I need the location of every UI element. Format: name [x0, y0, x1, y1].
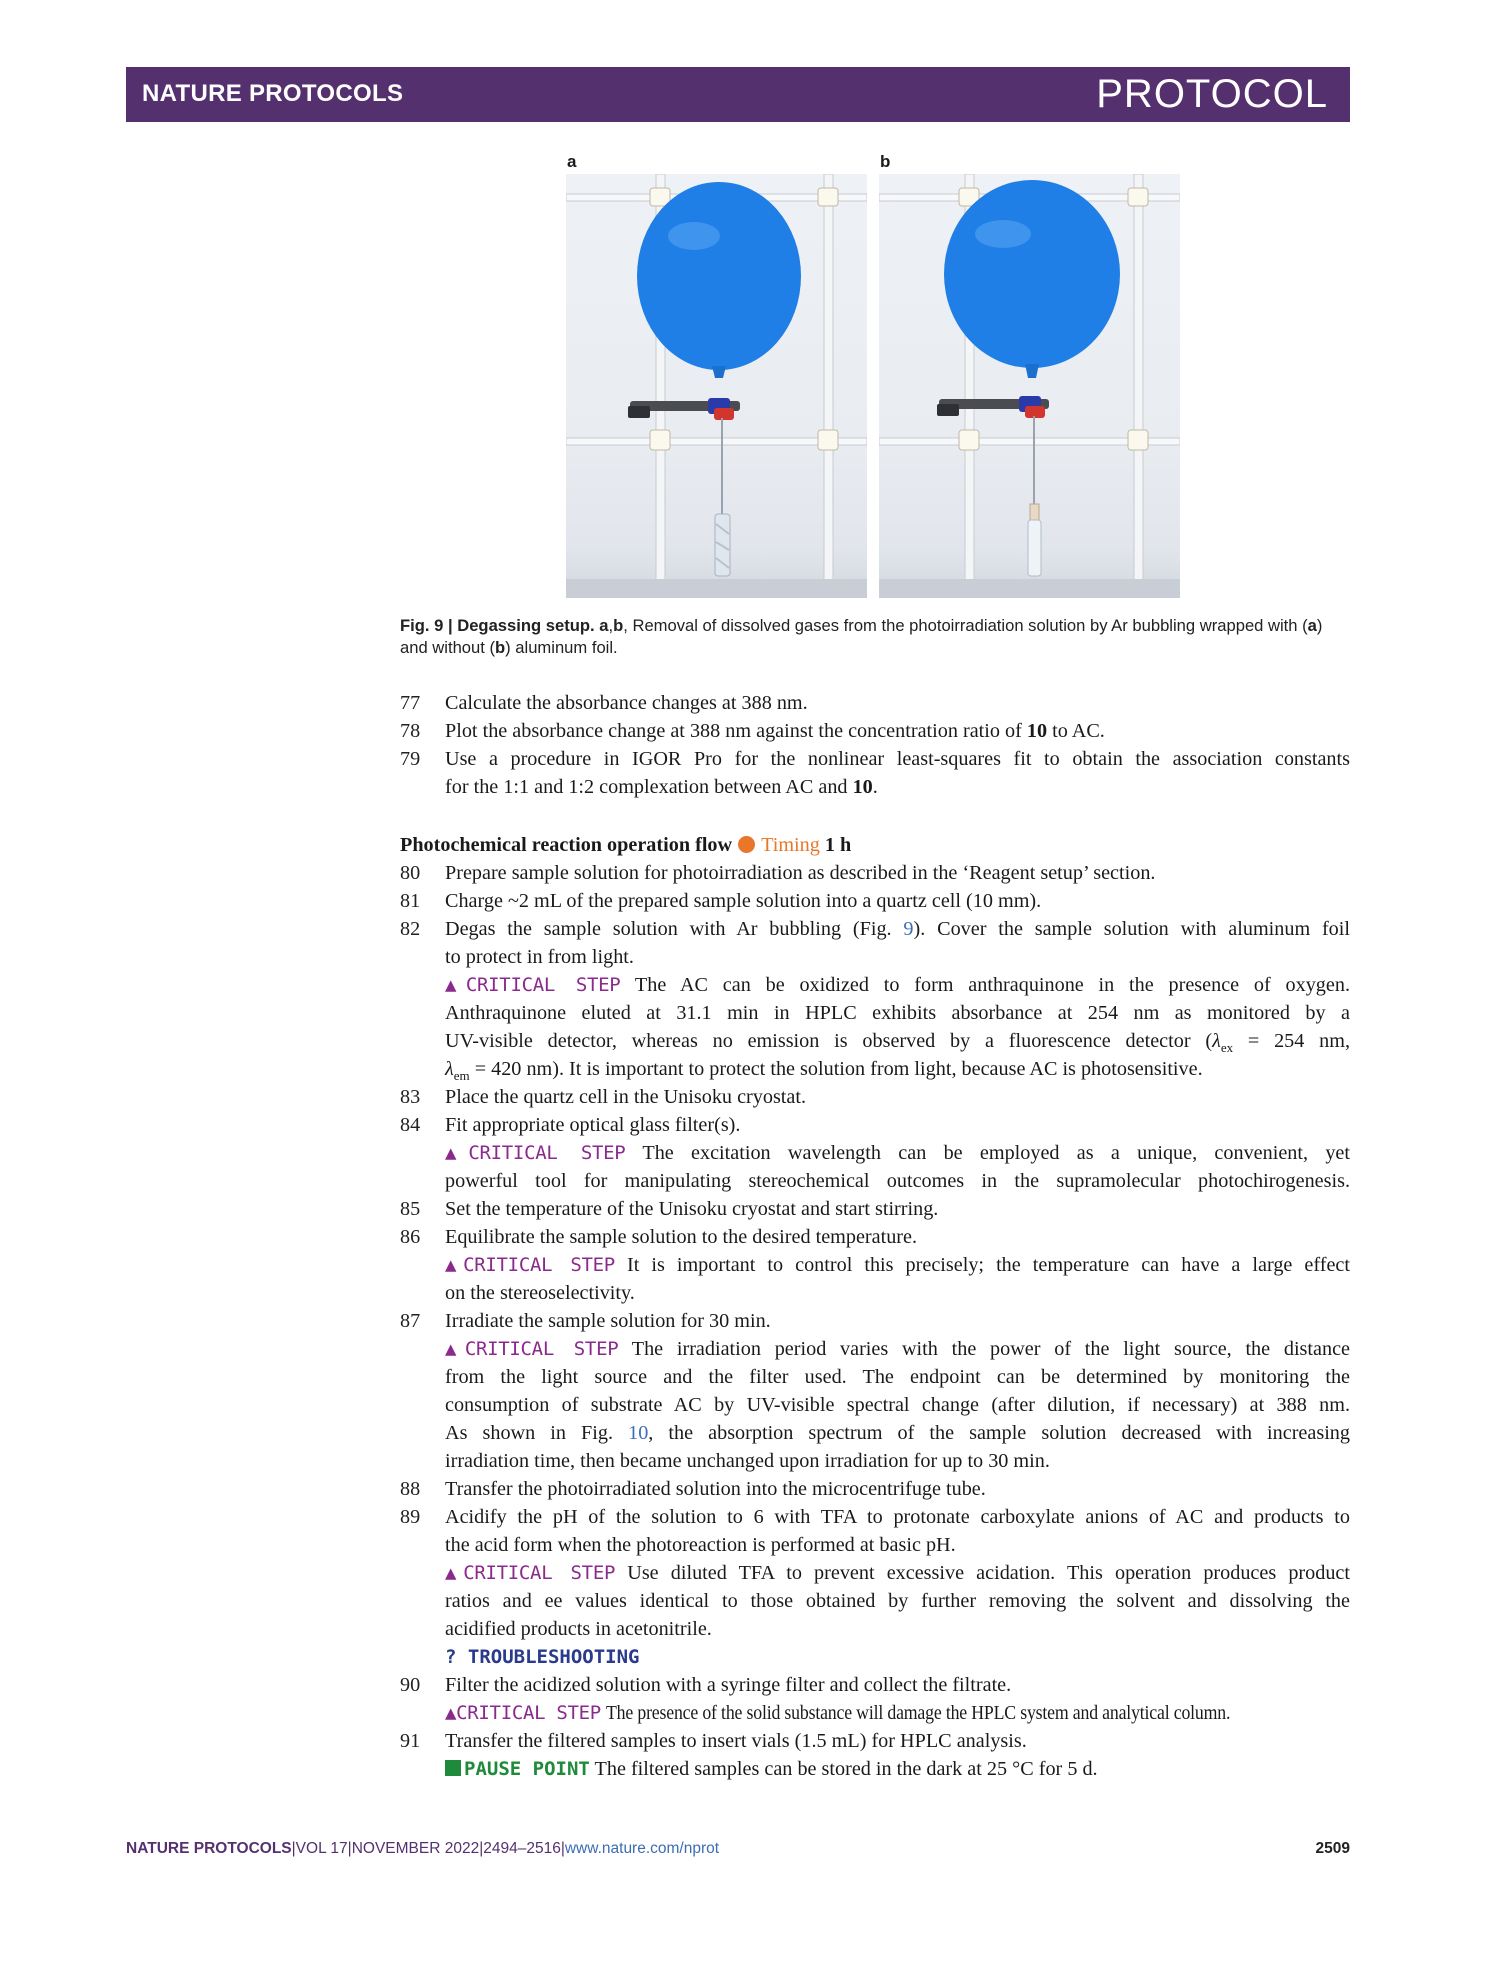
step-number: 91 [400, 1730, 421, 1752]
critical-text-1: It is important to control this precisely; the temperature can have a large effect [626, 1254, 1350, 1276]
photo-panel-a [566, 174, 867, 598]
lambda-symbol: λ [445, 1058, 454, 1080]
compound-ref: 10 [1026, 720, 1048, 742]
critical-text [445, 1251, 1350, 1279]
critical-text-4b: , the absorption spectrum of the sample solution decreased with increasing [648, 1422, 1350, 1444]
figure-link[interactable]: 10 [628, 1422, 649, 1444]
panel-a-label: a [567, 152, 577, 171]
critical-text-3: acidified products in acetonitrile. [445, 1618, 712, 1640]
critical-step-label: ▲CRITICAL STEP [445, 1702, 601, 1724]
critical-text-4a: = 420 nm). It is important to protect the solution from light, because AC is photosensitive. [469, 1058, 1203, 1080]
subscript-ex: ex [1220, 1040, 1234, 1056]
caption-text-2: ) and without ( [400, 616, 1323, 657]
footer-citation [126, 1840, 719, 1858]
quartz-cell [1028, 520, 1041, 576]
critical-text [445, 1559, 1350, 1587]
step-text: Equilibrate the sample solution to the desired temperature. [445, 1226, 918, 1248]
critical-text-3a: UV-visible detector, whereas no emission is observed by a fluorescence detector ( [445, 1030, 1213, 1052]
step-text: Charge ~2 mL of the prepared sample solution into a quartz cell (10 mm). [445, 890, 1042, 912]
page-number: 2509 [1315, 1840, 1350, 1857]
critical-text-1: The irradiation period varies with the power of the light source, the distance [631, 1338, 1350, 1360]
critical-text-2: powerful tool for manipulating stereochemical outcomes in the supramolecular photochirogenesis. [445, 1170, 1350, 1192]
critical-text-1: Use diluted TFA to prevent excessive acidation. This operation produces product [627, 1562, 1351, 1584]
pause-point-icon [445, 1760, 461, 1776]
step-number: 84 [400, 1114, 421, 1136]
step-text-tail: to AC. [1052, 720, 1105, 742]
critical-text-1: The AC can be oxidized to form anthraquinone in the presence of oxygen. [634, 974, 1350, 996]
step-text: Filter the acidized solution with a syringe filter and collect the filtrate. [445, 1674, 1012, 1696]
step-number: 85 [400, 1198, 421, 1220]
photo-panel-b [879, 174, 1180, 598]
step-text: Set the temperature of the Unisoku cryostat and start stirring. [445, 1198, 939, 1220]
step-number: 83 [400, 1086, 421, 1108]
step-text: Transfer the photoirradiated solution into the microcentrifuge tube. [445, 1478, 986, 1500]
step-number: 86 [400, 1226, 421, 1248]
step-text: Calculate the absorbance changes at 388 nm. [445, 692, 808, 714]
step-number: 88 [400, 1478, 421, 1500]
footer-sep: | [347, 1840, 352, 1857]
lambda-symbol: λ [1212, 1030, 1221, 1052]
caption-title: Degassing setup. [457, 616, 595, 635]
critical-text [445, 971, 1350, 999]
compound-ref: 10 [852, 776, 873, 798]
critical-text-1: The presence of the solid substance will damage the HPLC system and analytical column. [606, 1702, 1231, 1724]
step-text-a: Degas the sample solution with Ar bubbling (Fig. [445, 918, 892, 940]
footer-journal: NATURE PROTOCOLS [126, 1840, 292, 1857]
critical-step-label: ▲CRITICAL STEP [445, 1254, 615, 1276]
critical-text [445, 1699, 1315, 1727]
step-text: Transfer the filtered samples to insert vials (1.5 mL) for HPLC analysis. [445, 1730, 1027, 1752]
step-number: 77 [400, 692, 421, 714]
troubleshooting-link[interactable]: ? TROUBLESHOOTING [445, 1646, 640, 1668]
footer-sep: | [479, 1840, 484, 1857]
step-text: Prepare sample solution for photoirradiation as described in the ‘Reagent setup’ section. [445, 862, 1156, 884]
article-type: PROTOCOL [1096, 72, 1328, 116]
panel-b-label: b [880, 152, 891, 171]
timing-icon [738, 836, 755, 853]
timing-label: Timing [761, 834, 820, 856]
footer-date: NOVEMBER 2022 [351, 1840, 480, 1857]
footer-url[interactable]: www.nature.com/nprot [564, 1840, 720, 1857]
critical-step-label: ▲CRITICAL STEP [445, 1142, 626, 1164]
balloon [944, 180, 1120, 368]
subscript-em: em [453, 1068, 470, 1084]
step-text: Use a procedure in IGOR Pro for the nonlinear least-squares fit to obtain the association constants [445, 748, 1350, 770]
step-number: 89 [400, 1506, 421, 1528]
step-number: 79 [400, 748, 421, 770]
step-number: 87 [400, 1310, 421, 1332]
footer-sep: | [560, 1840, 565, 1857]
footer-pages: 2494–2516 [483, 1840, 561, 1857]
header-banner [126, 67, 1350, 122]
caption-text: , Removal of dissolved gases from the photoirradiation solution by Ar bubbling wrapped with ( [623, 616, 1308, 635]
critical-step-label: ▲CRITICAL STEP [445, 1562, 616, 1584]
caption-panel-a: a [599, 616, 609, 635]
critical-text-2: on the stereoselectivity. [445, 1282, 635, 1304]
step-text: Fit appropriate optical glass filter(s). [445, 1114, 741, 1136]
critical-text-2: ratios and ee values identical to those obtained by further removing the solvent and dissolving the [445, 1590, 1350, 1612]
journal-name: NATURE PROTOCOLS [142, 80, 404, 107]
critical-text-3: consumption of substrate AC by UV-visible spectral change (after dilution, if necessary) at 388 nm. [445, 1394, 1350, 1416]
step-number: 82 [400, 918, 421, 940]
figure-caption: Fig. 9 | Degassing setup. a,b, Removal of dissolved gases from the photoirradiation solution by Ar bubbling wrapped with (a) and without (b) aluminum foil. [400, 616, 1323, 657]
step-number: 81 [400, 890, 421, 912]
section-title: Photochemical reaction operation flow [400, 834, 733, 856]
pause-point-text: The filtered samples can be stored in the dark at 25 °C for 5 d. [594, 1758, 1098, 1780]
timing-value: 1 h [824, 834, 852, 856]
step-number: 78 [400, 720, 421, 742]
step-text-main: Plot the absorbance change at 388 nm against the concentration ratio of [445, 720, 1022, 742]
section-title-wrap [400, 831, 851, 859]
footer-sep: | [291, 1840, 296, 1857]
caption-panel-a-ref: a [1307, 616, 1317, 635]
step-number: 90 [400, 1674, 421, 1696]
critical-text-3b: = 254 nm, [1233, 1030, 1350, 1052]
critical-text-2: Anthraquinone eluted at 31.1 min in HPLC exhibits absorbance at 254 nm as monitored by a [445, 1002, 1350, 1024]
caption-panel-b-ref: b [495, 638, 506, 657]
step-text-main: for the 1:1 and 1:2 complexation between AC and [445, 776, 848, 798]
critical-text-1: The excitation wavelength can be employed as a unique, convenient, yet [642, 1142, 1350, 1164]
pause-point-label: PAUSE POINT [464, 1758, 590, 1780]
balloon [637, 182, 801, 370]
step-text [445, 773, 878, 801]
critical-text-2: from the light source and the filter used. The endpoint can be determined by monitoring the [445, 1366, 1350, 1388]
step-text: Acidify the pH of the solution to 6 with TFA to protonate carboxylate anions of AC and products to [445, 1506, 1350, 1528]
caption-fig-label: Fig. 9 | [400, 616, 453, 635]
caption-text-3: ) aluminum foil. [505, 638, 618, 657]
footer-volume: VOL 17 [295, 1840, 348, 1857]
critical-text [445, 1335, 1350, 1363]
step-text [445, 915, 1350, 943]
step-text-b: ). Cover the sample solution with aluminum foil [913, 918, 1350, 940]
step-text: the acid form when the photoreaction is performed at basic pH. [445, 1534, 956, 1556]
pause-point [445, 1755, 1098, 1783]
critical-text-4a: As shown in Fig. [445, 1422, 614, 1444]
step-text: Irradiate the sample solution for 30 min. [445, 1310, 771, 1332]
step-text [445, 717, 1105, 745]
step-number: 80 [400, 862, 421, 884]
caption-panel-b: b [613, 616, 624, 635]
step-text: Place the quartz cell in the Unisoku cryostat. [445, 1086, 807, 1108]
critical-text [445, 1139, 1350, 1167]
critical-text-4 [445, 1419, 1350, 1447]
critical-text-5: irradiation time, then became unchanged upon irradiation for up to 30 min. [445, 1450, 1050, 1472]
step-text: to protect in from light. [445, 946, 634, 968]
critical-step-label: ▲CRITICAL STEP [445, 1338, 619, 1360]
critical-step-label: ▲CRITICAL STEP [445, 974, 621, 996]
figure-link[interactable]: 9 [903, 918, 914, 940]
step-text-tail: . [872, 776, 878, 798]
